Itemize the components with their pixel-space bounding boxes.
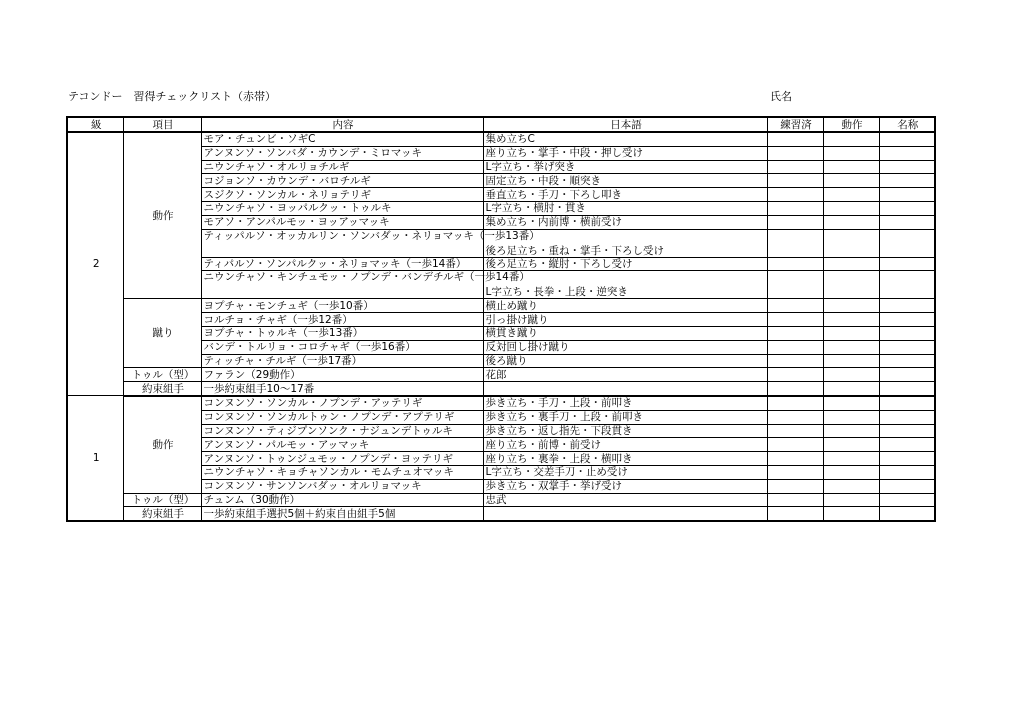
name-check-cell[interactable] — [879, 452, 935, 466]
motion-check-cell[interactable] — [823, 438, 879, 452]
motion-check-cell[interactable] — [823, 313, 879, 327]
japanese-cell — [483, 382, 767, 396]
table-row — [67, 493, 935, 507]
japanese-cell — [483, 507, 767, 521]
name-check-cell[interactable] — [879, 201, 935, 215]
japanese-cell: L字立ち・交差手刀・止め受け — [483, 465, 767, 479]
name-check-cell[interactable] — [879, 313, 935, 327]
content-cell: モアソ・アンパルモッ・ヨッアッマッキ — [201, 215, 483, 229]
japanese-cell: L字立ち・横肘・貫き — [483, 201, 767, 215]
name-check-cell[interactable] — [879, 368, 935, 382]
section-label-cell: 約束組手 — [123, 382, 201, 396]
japanese-cell: 歩き立ち・裏手刀・上段・前叩き — [483, 410, 767, 424]
motion-check-cell[interactable] — [823, 174, 879, 188]
name-check-cell[interactable] — [879, 410, 935, 424]
header-japanese: 日本語 — [483, 117, 767, 132]
content-cell: ニウンチャソ・キョチャソンカル・モムチュオマッキ — [201, 465, 483, 479]
section-label-cell: 約束組手 — [123, 507, 201, 521]
section-label-cell: トゥル（型） — [123, 368, 201, 382]
content-cell: コジョンソ・カウンデ・バロチルギ — [201, 174, 483, 188]
practiced-check-cell[interactable] — [767, 201, 823, 215]
section-label-cell: 蹴り — [123, 299, 201, 368]
content-cell: ニウンチャソ・ヨッパルクッ・トゥルキ — [201, 201, 483, 215]
section-label-cell: 動作 — [123, 132, 201, 299]
motion-check-cell[interactable] — [823, 188, 879, 202]
table-row — [67, 368, 935, 382]
motion-check-cell[interactable] — [823, 257, 879, 271]
content-cell: スジクソ・ソンカル・ネリョテリギ — [201, 188, 483, 202]
practiced-check-cell[interactable] — [767, 465, 823, 479]
practiced-check-cell[interactable] — [767, 160, 823, 174]
content-cell: ティッパルソ・オッカルリン・ソンバダッ・ネリョマッキ（一歩13番） — [201, 229, 483, 257]
header-grade: 級 — [67, 117, 123, 132]
practiced-check-cell[interactable] — [767, 493, 823, 507]
content-cell: ヨプチャ・モンチュギ（一歩10番） — [201, 299, 483, 313]
name-check-cell[interactable] — [879, 160, 935, 174]
japanese-cell: 横貫き蹴り — [483, 326, 767, 340]
content-cell: コンヌンソ・ソンカルトゥン・ノプンデ・アプテリギ — [201, 410, 483, 424]
motion-check-cell[interactable] — [823, 340, 879, 354]
motion-check-cell[interactable] — [823, 507, 879, 521]
japanese-cell: 反対回し掛け蹴り — [483, 340, 767, 354]
motion-check-cell[interactable] — [823, 160, 879, 174]
practiced-check-cell[interactable] — [767, 368, 823, 382]
content-cell: コンヌンソ・ティジプンソンク・ナジュンデトゥルキ — [201, 424, 483, 438]
motion-check-cell[interactable] — [823, 452, 879, 466]
name-check-cell[interactable] — [879, 299, 935, 313]
name-check-cell[interactable] — [879, 132, 935, 146]
table-row — [67, 382, 935, 396]
japanese-cell: 後ろ足立ち・縦肘・下ろし受け — [483, 257, 767, 271]
motion-check-cell[interactable] — [823, 368, 879, 382]
name-check-cell[interactable] — [879, 507, 935, 521]
table-row — [67, 299, 935, 313]
japanese-cell: 後ろ足立ち・重ね・掌手・下ろし受け — [483, 229, 767, 257]
practiced-check-cell[interactable] — [767, 132, 823, 146]
japanese-cell: 集め立ち・内前博・横前受け — [483, 215, 767, 229]
japanese-cell: 歩き立ち・双掌手・挙げ受け — [483, 479, 767, 493]
header-motion: 動作 — [823, 117, 879, 132]
content-cell: アンヌンソ・ソンバダ・カウンデ・ミロマッキ — [201, 146, 483, 160]
practiced-check-cell[interactable] — [767, 229, 823, 257]
content-cell: ファラン（29動作） — [201, 368, 483, 382]
practiced-check-cell[interactable] — [767, 479, 823, 493]
name-check-cell[interactable] — [879, 396, 935, 410]
content-cell: ニウンチャソ・キンチュモッ・ノプンデ・バンデチルギ（一歩14番） — [201, 271, 483, 299]
practiced-check-cell[interactable] — [767, 354, 823, 368]
motion-check-cell[interactable] — [823, 299, 879, 313]
content-cell: アンヌンソ・トゥンジュモッ・ノプンデ・ヨッテリギ — [201, 452, 483, 466]
name-check-cell[interactable] — [879, 354, 935, 368]
page-title: テコンドー 習得チェックリスト（赤帯） — [68, 90, 277, 103]
japanese-cell: 歩き立ち・手刀・上段・前叩き — [483, 396, 767, 410]
practiced-check-cell[interactable] — [767, 410, 823, 424]
content-cell: コンヌンソ・サンソンバダッ・オルリョマッキ — [201, 479, 483, 493]
japanese-cell: 座り立ち・掌手・中段・押し受け — [483, 146, 767, 160]
name-check-cell[interactable] — [879, 146, 935, 160]
practiced-check-cell[interactable] — [767, 452, 823, 466]
header-practiced: 練習済 — [767, 117, 823, 132]
name-check-cell[interactable] — [879, 229, 935, 257]
name-check-cell[interactable] — [879, 382, 935, 396]
practiced-check-cell[interactable] — [767, 188, 823, 202]
content-cell: モア・チュンビ・ソギC — [201, 132, 483, 146]
practiced-check-cell[interactable] — [767, 340, 823, 354]
content-cell: 一歩約束組手選択5個＋約束自由組手5個 — [201, 507, 483, 521]
practiced-check-cell[interactable] — [767, 424, 823, 438]
name-check-cell[interactable] — [879, 493, 935, 507]
practiced-check-cell[interactable] — [767, 382, 823, 396]
motion-check-cell[interactable] — [823, 215, 879, 229]
name-check-cell[interactable] — [879, 424, 935, 438]
japanese-cell: L字立ち・挙げ突き — [483, 160, 767, 174]
practiced-check-cell[interactable] — [767, 271, 823, 299]
section-label-cell: トゥル（型） — [123, 493, 201, 507]
grade-cell: 1 — [67, 396, 123, 521]
name-check-cell[interactable] — [879, 257, 935, 271]
practiced-check-cell[interactable] — [767, 215, 823, 229]
motion-check-cell[interactable] — [823, 465, 879, 479]
motion-check-cell[interactable] — [823, 493, 879, 507]
header-name: 名称 — [879, 117, 935, 132]
name-check-cell[interactable] — [879, 340, 935, 354]
content-cell: アンヌンソ・パルモッ・アッマッキ — [201, 438, 483, 452]
motion-check-cell[interactable] — [823, 326, 879, 340]
japanese-cell: 忠武 — [483, 493, 767, 507]
motion-check-cell[interactable] — [823, 424, 879, 438]
practiced-check-cell[interactable] — [767, 326, 823, 340]
table-row — [67, 132, 935, 146]
table-body — [67, 132, 935, 521]
motion-check-cell[interactable] — [823, 229, 879, 257]
motion-check-cell[interactable] — [823, 479, 879, 493]
japanese-cell: 歩き立ち・返し指先・下段貫き — [483, 424, 767, 438]
content-cell: ヨプチャ・トゥルキ（一歩13番） — [201, 326, 483, 340]
table-row — [67, 507, 935, 521]
name-check-cell[interactable] — [879, 465, 935, 479]
name-check-cell[interactable] — [879, 215, 935, 229]
checklist-table — [66, 116, 936, 522]
motion-check-cell[interactable] — [823, 201, 879, 215]
content-cell: ニウンチャソ・オルリョチルギ — [201, 160, 483, 174]
japanese-cell: 座り立ち・前博・前受け — [483, 438, 767, 452]
practiced-check-cell[interactable] — [767, 396, 823, 410]
section-label-cell: 動作 — [123, 396, 201, 493]
japanese-cell: 横止め蹴り — [483, 299, 767, 313]
motion-check-cell[interactable] — [823, 354, 879, 368]
motion-check-cell[interactable] — [823, 271, 879, 299]
content-cell: ティッチャ・チルギ（一歩17番） — [201, 354, 483, 368]
content-cell: バンデ・トルリョ・コロチャギ（一歩16番） — [201, 340, 483, 354]
motion-check-cell[interactable] — [823, 146, 879, 160]
motion-check-cell[interactable] — [823, 382, 879, 396]
japanese-cell: 引っ掛け蹴り — [483, 313, 767, 327]
japanese-cell: L字立ち・長拳・上段・逆突き — [483, 271, 767, 299]
content-cell: コルチョ・チャギ（一歩12番） — [201, 313, 483, 327]
content-cell: 一歩約束組手10〜17番 — [201, 382, 483, 396]
japanese-cell: 座り立ち・裏拳・上段・横叩き — [483, 452, 767, 466]
motion-check-cell[interactable] — [823, 132, 879, 146]
header-item: 項目 — [123, 117, 201, 132]
practiced-check-cell[interactable] — [767, 299, 823, 313]
grade-cell: 2 — [67, 132, 123, 396]
motion-check-cell[interactable] — [823, 396, 879, 410]
practiced-check-cell[interactable] — [767, 146, 823, 160]
name-check-cell[interactable] — [879, 188, 935, 202]
content-cell: チュンム（30動作） — [201, 493, 483, 507]
header-content: 内容 — [201, 117, 483, 132]
practiced-check-cell[interactable] — [767, 313, 823, 327]
table-header — [67, 117, 935, 132]
name-check-cell[interactable] — [879, 479, 935, 493]
practiced-check-cell[interactable] — [767, 507, 823, 521]
table-row — [67, 396, 935, 410]
practiced-check-cell[interactable] — [767, 438, 823, 452]
content-cell: コンヌンソ・ソンカル・ノプンデ・アッテリギ — [201, 396, 483, 410]
japanese-cell: 集め立ちC — [483, 132, 767, 146]
content-cell: ティパルソ・ソンパルクッ・ネリョマッキ（一歩14番） — [201, 257, 483, 271]
practiced-check-cell[interactable] — [767, 174, 823, 188]
japanese-cell: 固定立ち・中段・順突き — [483, 174, 767, 188]
name-check-cell[interactable] — [879, 438, 935, 452]
japanese-cell: 花郎 — [483, 368, 767, 382]
name-check-cell[interactable] — [879, 271, 935, 299]
name-check-cell[interactable] — [879, 326, 935, 340]
name-check-cell[interactable] — [879, 174, 935, 188]
motion-check-cell[interactable] — [823, 410, 879, 424]
practiced-check-cell[interactable] — [767, 257, 823, 271]
name-label: 氏名 — [770, 90, 792, 103]
japanese-cell: 垂直立ち・手刀・下ろし叩き — [483, 188, 767, 202]
japanese-cell: 後ろ蹴り — [483, 354, 767, 368]
